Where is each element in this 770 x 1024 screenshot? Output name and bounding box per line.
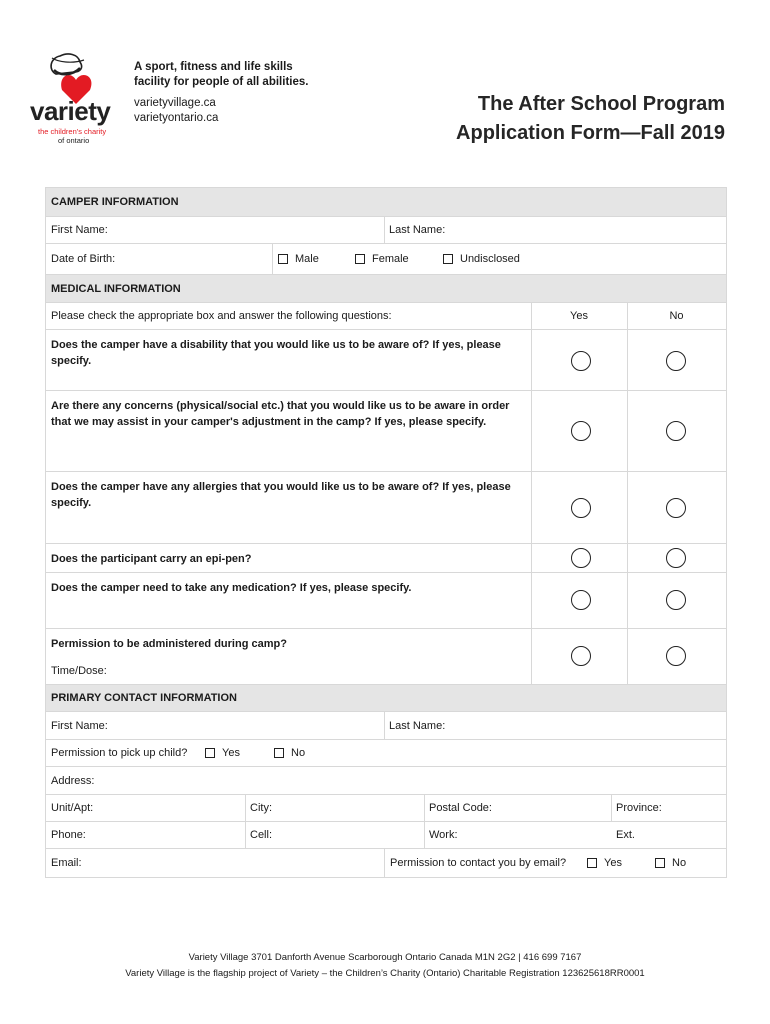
gender-female-option[interactable] <box>355 244 409 274</box>
website-link-2[interactable]: varietyontario.ca <box>134 112 219 124</box>
question-text: Are there any concerns (physical/social etc.) that you would like us to be aware in order that we may assist in your camper's adjustment in the camp? If yes, please specify. <box>51 400 510 428</box>
medical-instructions: Please check the appropriate box and answer the following questions: <box>51 310 392 322</box>
unit-city-row <box>46 795 726 822</box>
title-line-2: Application Form—Fall 2019 <box>456 122 725 144</box>
no-radio[interactable] <box>666 590 686 610</box>
yes-radio[interactable] <box>571 351 591 371</box>
email-field[interactable]: Email: <box>51 857 82 869</box>
email-row <box>46 849 726 878</box>
tagline <box>134 60 308 90</box>
contact-name-row <box>46 712 726 740</box>
option-label: Undisclosed <box>460 253 520 265</box>
website-links <box>134 96 218 126</box>
address-row <box>46 767 726 795</box>
question-text: Does the participant carry an epi-pen? <box>51 553 252 565</box>
option-label: Yes <box>604 857 622 869</box>
medical-question-epipen <box>46 544 726 573</box>
yes-radio[interactable] <box>571 421 591 441</box>
section-title: MEDICAL INFORMATION <box>51 282 181 295</box>
title-line-1: The After School Program <box>477 93 725 115</box>
contact-first-name-field[interactable]: First Name: <box>51 719 108 732</box>
checkbox-icon[interactable] <box>274 748 284 758</box>
section-title: PRIMARY CONTACT INFORMATION <box>51 692 237 704</box>
no-radio[interactable] <box>666 548 686 568</box>
unit-field[interactable]: Unit/Apt: <box>51 802 94 814</box>
postal-code-field[interactable]: Postal Code: <box>429 802 492 814</box>
camper-last-name-field[interactable]: Last Name: <box>389 224 446 236</box>
checkbox-icon[interactable] <box>587 858 597 868</box>
logo-wordmark: variety <box>30 96 111 126</box>
email-no-option[interactable] <box>655 849 686 877</box>
time-dose-field[interactable]: Time/Dose: <box>51 665 107 677</box>
question-text: Does the camper have any allergies that you would like us to be aware of? If yes, please specify. <box>51 481 511 509</box>
medical-question-permission <box>46 629 726 685</box>
city-field[interactable]: City: <box>250 802 272 814</box>
camper-name-row <box>46 217 726 244</box>
medical-question-medication <box>46 573 726 629</box>
medical-instructions-row <box>46 303 726 330</box>
option-label: Female <box>372 253 409 265</box>
email-permission-label: Permission to contact you by email? <box>390 857 567 869</box>
application-form <box>45 187 727 878</box>
pickup-permission-row <box>46 740 726 767</box>
section-header-contact <box>46 685 726 712</box>
yes-radio[interactable] <box>571 498 591 518</box>
question-text: Does the camper have a disability that you would like us to be aware of? If yes, please specify. <box>51 339 501 367</box>
no-radio[interactable] <box>666 646 686 666</box>
no-radio[interactable] <box>666 421 686 441</box>
question-text: Does the camper need to take any medication? If yes, please specify. <box>51 582 412 594</box>
checkbox-icon[interactable] <box>205 748 215 758</box>
section-title: CAMPER INFORMATION <box>51 196 179 208</box>
ext-field[interactable]: Ext. <box>616 829 635 841</box>
footer-address: Variety Village 3701 Danforth Avenue Scarborough Ontario Canada M1N 2G2 | 416 699 7167 <box>188 952 582 963</box>
section-header-camper <box>46 188 726 217</box>
medical-question-concerns <box>46 391 726 472</box>
contact-last-name-field[interactable]: Last Name: <box>389 719 446 732</box>
logo-subtitle: the children's charity <box>38 127 107 136</box>
camper-first-name-field[interactable]: First Name: <box>51 224 108 236</box>
gender-undisclosed-option[interactable] <box>443 244 520 274</box>
camper-dob-row <box>46 244 726 275</box>
pickup-permission-label: Permission to pick up child? <box>51 747 188 759</box>
yes-radio[interactable] <box>571 590 591 610</box>
checkbox-icon[interactable] <box>355 254 365 264</box>
question-text: Permission to be administered during camp? <box>51 638 287 650</box>
email-yes-option[interactable] <box>587 849 622 877</box>
logo-subtitle-2: of ontario <box>58 136 90 145</box>
checkbox-icon[interactable] <box>443 254 453 264</box>
option-label: No <box>291 747 306 759</box>
no-radio[interactable] <box>666 351 686 371</box>
page-title <box>456 90 725 148</box>
camper-dob-field[interactable]: Date of Birth: <box>51 253 116 265</box>
yes-radio[interactable] <box>571 548 591 568</box>
pickup-yes-option[interactable] <box>205 740 240 766</box>
no-column-header: No <box>669 310 684 322</box>
phone-row <box>46 822 726 849</box>
checkbox-icon[interactable] <box>278 254 288 264</box>
province-field[interactable]: Province: <box>616 802 662 814</box>
checkbox-icon[interactable] <box>655 858 665 868</box>
variety-logo <box>28 48 120 146</box>
tagline-line-1: A sport, fitness and life skills <box>134 61 293 73</box>
address-field[interactable]: Address: <box>51 774 95 787</box>
website-link-1[interactable]: varietyvillage.ca <box>134 97 216 109</box>
yes-radio[interactable] <box>571 646 591 666</box>
phone-field[interactable]: Phone: <box>51 829 86 841</box>
cell-field[interactable]: Cell: <box>250 829 273 841</box>
no-radio[interactable] <box>666 498 686 518</box>
tagline-line-2: facility for people of all abilities. <box>134 76 309 88</box>
option-label: Male <box>295 253 319 265</box>
medical-question-allergies <box>46 472 726 544</box>
work-field[interactable]: Work: <box>429 829 458 841</box>
gender-male-option[interactable] <box>278 244 319 274</box>
medical-question-disability <box>46 330 726 391</box>
section-header-medical <box>46 275 726 303</box>
footer-registration: Variety Village is the flagship project of Variety – the Children’s Charity (Ontario) Charitable Registration 123625618RR0001 <box>125 968 645 979</box>
yes-column-header: Yes <box>570 310 588 322</box>
option-label: Yes <box>222 747 240 759</box>
option-label: No <box>672 857 687 869</box>
pickup-no-option[interactable] <box>274 740 305 766</box>
